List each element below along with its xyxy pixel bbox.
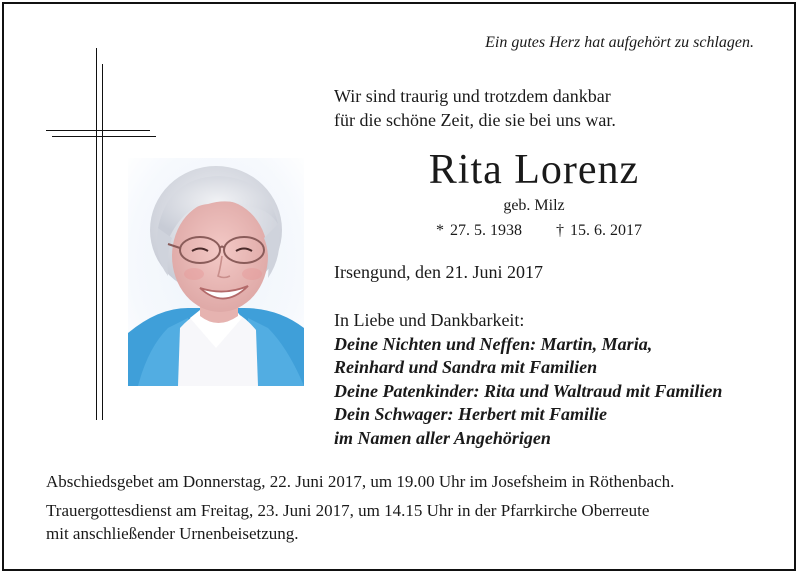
cross-icon-shadow-vertical: [102, 64, 103, 420]
deceased-name: Rita Lorenz: [428, 147, 640, 193]
urn-burial-text: mit anschließender Urnenbeisetzung.: [46, 524, 299, 543]
death-date: 15. 6. 2017: [570, 222, 642, 239]
death-cross-icon: †: [556, 222, 564, 239]
place-date: Irsengund, den 21. Juni 2017: [334, 262, 543, 282]
mourner-line: im Namen aller Angehörigen: [334, 427, 551, 448]
funeral-service-text: Trauergottesdienst am Freitag, 23. Juni 2017, um 14.15 Uhr in der Pfarrkirche Oberreute: [46, 501, 650, 520]
mourners-block: [334, 309, 722, 450]
service-info: [46, 470, 756, 545]
cross-icon-bar: [46, 130, 150, 131]
portrait-photo: [128, 158, 304, 386]
death-date-group: [556, 222, 642, 240]
mourner-line: Deine Patenkinder: Rita und Waltraud mit Familien: [334, 380, 723, 401]
motto: Ein gutes Herz hat aufgehört zu schlagen.: [485, 34, 754, 51]
mourners-heading: In Liebe und Dankbarkeit:: [334, 310, 525, 330]
mourner-line: Dein Schwager: Herbert mit Familie: [334, 404, 607, 424]
cross-icon-shadow-horizontal: [52, 136, 156, 137]
intro-text: [334, 84, 616, 132]
farewell-prayer-text: Abschiedsgebet am Donnerstag, 22. Juni 2017, um 19.00 Uhr im Josefsheim in Röthenbach.: [46, 472, 675, 491]
birth-name: geb. Milz: [503, 197, 565, 214]
birth-star-icon: *: [436, 222, 444, 239]
mourner-line: Reinhard und Sandra mit Familien: [334, 357, 598, 377]
intro-line: für die schöne Zeit, die sie bei uns war.: [334, 110, 616, 130]
birth-date-group: [436, 222, 556, 240]
life-dates: [436, 222, 642, 240]
cross-icon: [96, 48, 97, 420]
mourner-line: Deine Nichten und Neffen: Martin, Maria,: [334, 333, 653, 354]
intro-line: Wir sind traurig und trotzdem dankbar: [334, 86, 611, 106]
birth-date: 27. 5. 1938: [450, 222, 522, 239]
